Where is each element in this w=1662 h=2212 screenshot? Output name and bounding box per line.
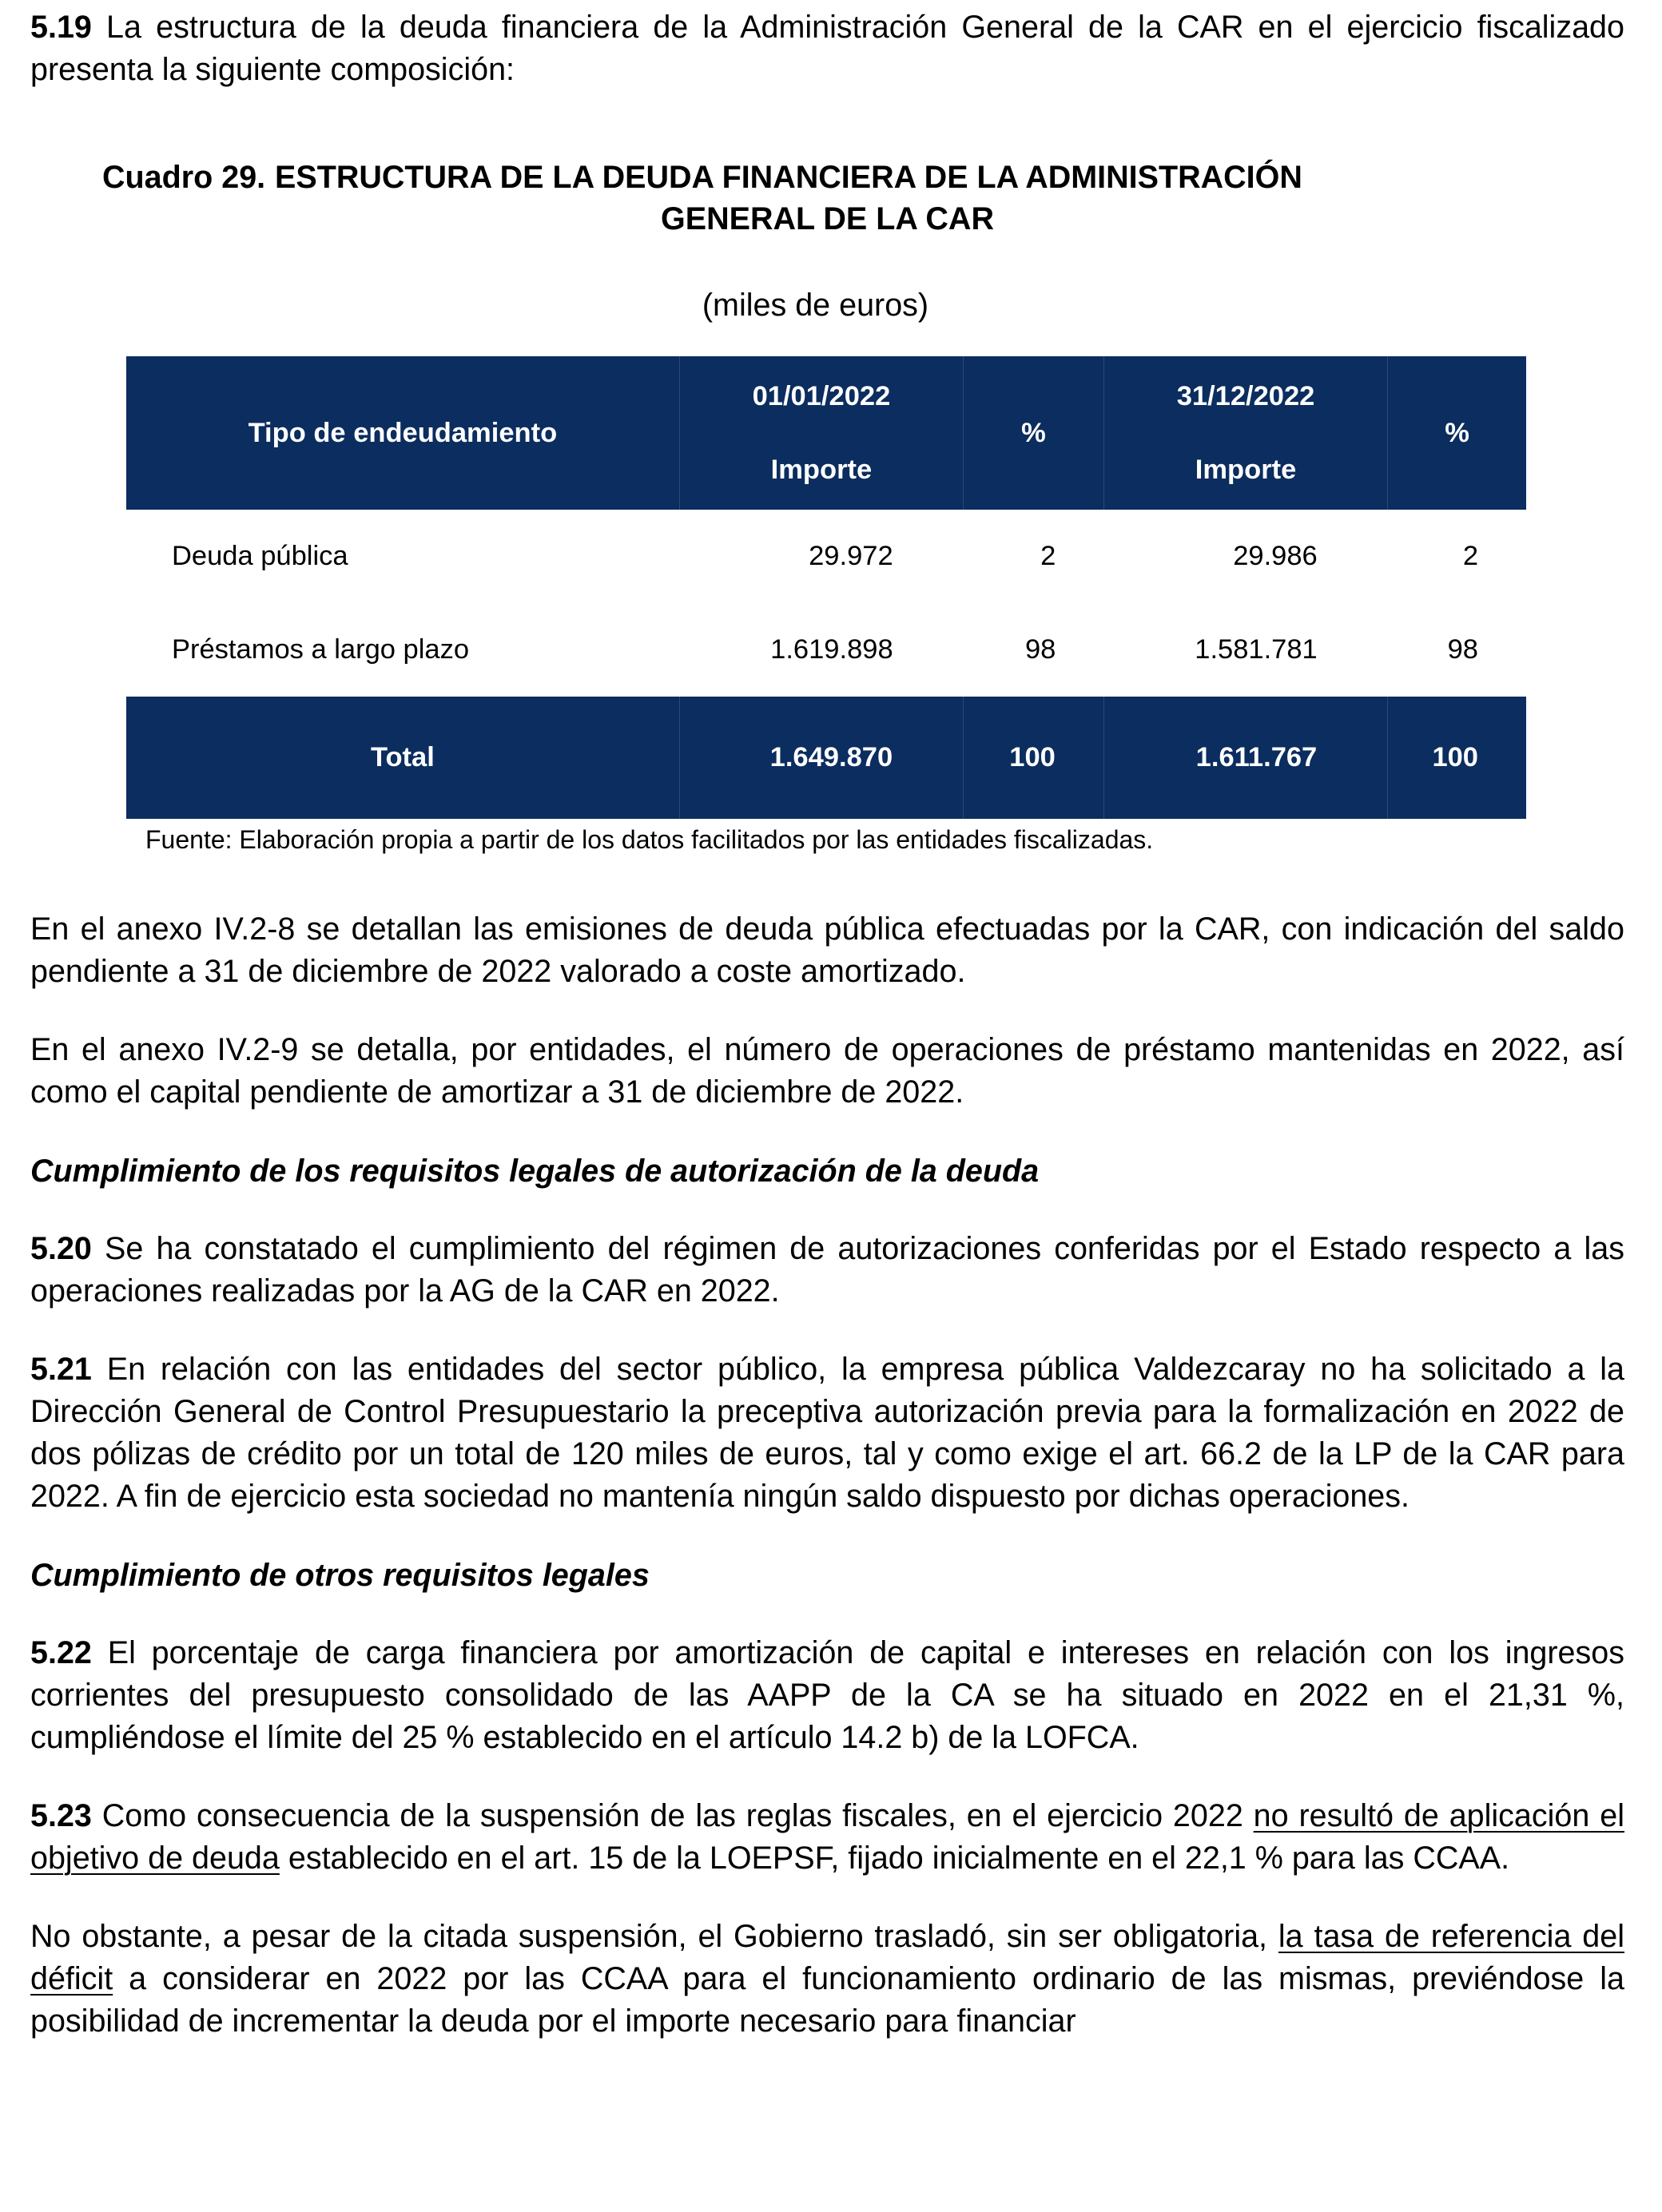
paragraph-5-21 bbox=[30, 1348, 1624, 1518]
section-heading-otros: Cumplimiento de otros requisitos legales bbox=[30, 1558, 650, 1593]
header-pct-1: % bbox=[964, 356, 1104, 510]
row-importe-1: 1.619.898 bbox=[770, 634, 893, 665]
paragraph-number: 5.23 bbox=[30, 1798, 92, 1833]
total-label: Total bbox=[126, 697, 679, 819]
total-pct-1: 100 bbox=[964, 697, 1104, 819]
total-importe-2: 1.611.767 bbox=[1103, 697, 1387, 819]
header-pct-2: % bbox=[1445, 417, 1469, 448]
table-row bbox=[126, 603, 1526, 697]
paragraph-text: Se ha constatado el cumplimiento del régimen de autorizaciones conferidas por el Estado respecto a las operaciones realizadas por la AG de la CAR en 2022. bbox=[30, 1231, 1624, 1309]
paragraph-number: 5.19 bbox=[30, 10, 92, 45]
table-total-row bbox=[126, 697, 1526, 819]
table-caption bbox=[30, 157, 1624, 252]
row-importe-2: 1.581.781 bbox=[1195, 634, 1318, 665]
section-heading-autorizacion: Cumplimiento de los requisitos legales de autorización de la deuda bbox=[30, 1154, 1040, 1189]
paragraph-text: a considerar en 2022 por las CCAA para el funcionamiento ordinario de las mismas, previéndose la posibilidad de incrementar la deuda por el importe necesario para financiar bbox=[30, 1961, 1624, 2039]
row-pct-2: 2 bbox=[1462, 541, 1478, 571]
row-tipo: Deuda pública bbox=[172, 541, 348, 571]
table-title bbox=[30, 157, 1624, 240]
paragraph-text: El porcentaje de carga financiera por amortización de capital e intereses en relación con los ingresos corrientes del presupuesto consolidado de las AAPP de la CA se ha situado en 2022 en el 21,31 %, cumpliéndose el límite del 25 % establecido en el artículo 14.2 b) de la LOFCA. bbox=[30, 1635, 1624, 1755]
header-importe-2022-01: 01/01/2022 Importe bbox=[679, 356, 963, 510]
paragraph-5-20 bbox=[30, 1228, 1624, 1313]
table-units: (miles de euros) bbox=[702, 288, 929, 323]
paragraph-number: 5.21 bbox=[30, 1352, 92, 1387]
paragraph-anexo-9: En el anexo IV.2-9 se detalla, por entidades, el número de operaciones de préstamo mantenidas en 2022, así como el capital pendiente de amortizar a 31 de diciembre de 2022. bbox=[30, 1032, 1624, 1110]
row-tipo: Préstamos a largo plazo bbox=[172, 634, 470, 665]
underlined-text: la tasa de referencia del déficit bbox=[30, 1919, 1624, 1996]
paragraph-5-19 bbox=[30, 6, 1624, 91]
table-source: Fuente: Elaboración propia a partir de los datos facilitados por las entidades fiscalizadas. bbox=[145, 825, 1154, 854]
paragraph-text: La estructura de la deuda financiera de la Administración General de la CAR en el ejercicio fiscalizado presenta la siguiente composición: bbox=[30, 10, 1624, 87]
underlined-text: no resultó de aplicación el objetivo de deuda bbox=[30, 1798, 1624, 1876]
paragraph-number: 5.22 bbox=[30, 1635, 92, 1670]
total-importe-1: 1.649.870 bbox=[679, 697, 963, 819]
row-importe-1: 29.972 bbox=[809, 541, 893, 571]
row-importe-2: 29.986 bbox=[1233, 541, 1318, 571]
table-title-line1: ESTRUCTURA DE LA DEUDA FINANCIERA DE LA ADMINISTRACIÓN bbox=[275, 160, 1302, 195]
paragraph-anexo-8: En el anexo IV.2-8 se detallan las emisiones de deuda pública efectuadas por la CAR, con indicación del saldo pendiente a 31 de diciembre de 2022 valorado a coste amortizado. bbox=[30, 911, 1624, 989]
row-pct-2: 98 bbox=[1447, 634, 1478, 665]
row-pct-1: 98 bbox=[1024, 634, 1056, 665]
debt-structure-table bbox=[126, 356, 1526, 819]
header-tipo: Tipo de endeudamiento bbox=[126, 356, 679, 510]
table-row bbox=[126, 510, 1526, 603]
paragraph-text: En relación con las entidades del sector público, la empresa pública Valdezcaray no ha solicitado a la Dirección General de Control Presupuestario la preceptiva autorización previa para la formalización en 2022 de dos pólizas de crédito por un total de 120 miles de euros, tal y como exige el art. 66.2 de la LP de la CAR para 2022. A fin de ejercicio esta sociedad no mantenía ningún saldo dispuesto por dichas operaciones. bbox=[30, 1352, 1624, 1514]
paragraph-text: Como consecuencia de la suspensión de las reglas fiscales, en el ejercicio 2022 bbox=[91, 1798, 1254, 1833]
paragraph-text: establecido en el art. 15 de la LOEPSF, fijado inicialmente en el 22,1 % para las CCAA. bbox=[279, 1841, 1510, 1876]
total-pct-2: 100 bbox=[1388, 697, 1526, 819]
paragraph-5-23 bbox=[30, 1795, 1624, 1880]
document-page bbox=[30, 6, 1624, 2043]
header-importe-2022-12: 31/12/2022 Importe bbox=[1103, 356, 1387, 510]
row-pct-1: 2 bbox=[1040, 541, 1056, 571]
paragraph-text: No obstante, a pesar de la citada suspensión, el Gobierno trasladó, sin ser obligatoria, bbox=[30, 1919, 1278, 1954]
table-title-line2: GENERAL DE LA CAR bbox=[661, 201, 994, 236]
paragraph-no-obstante bbox=[30, 1916, 1624, 2043]
paragraph-number: 5.20 bbox=[30, 1231, 92, 1266]
table-header-row bbox=[126, 356, 1526, 510]
table-number: Cuadro 29. bbox=[102, 160, 266, 195]
paragraph-5-22 bbox=[30, 1632, 1624, 1759]
